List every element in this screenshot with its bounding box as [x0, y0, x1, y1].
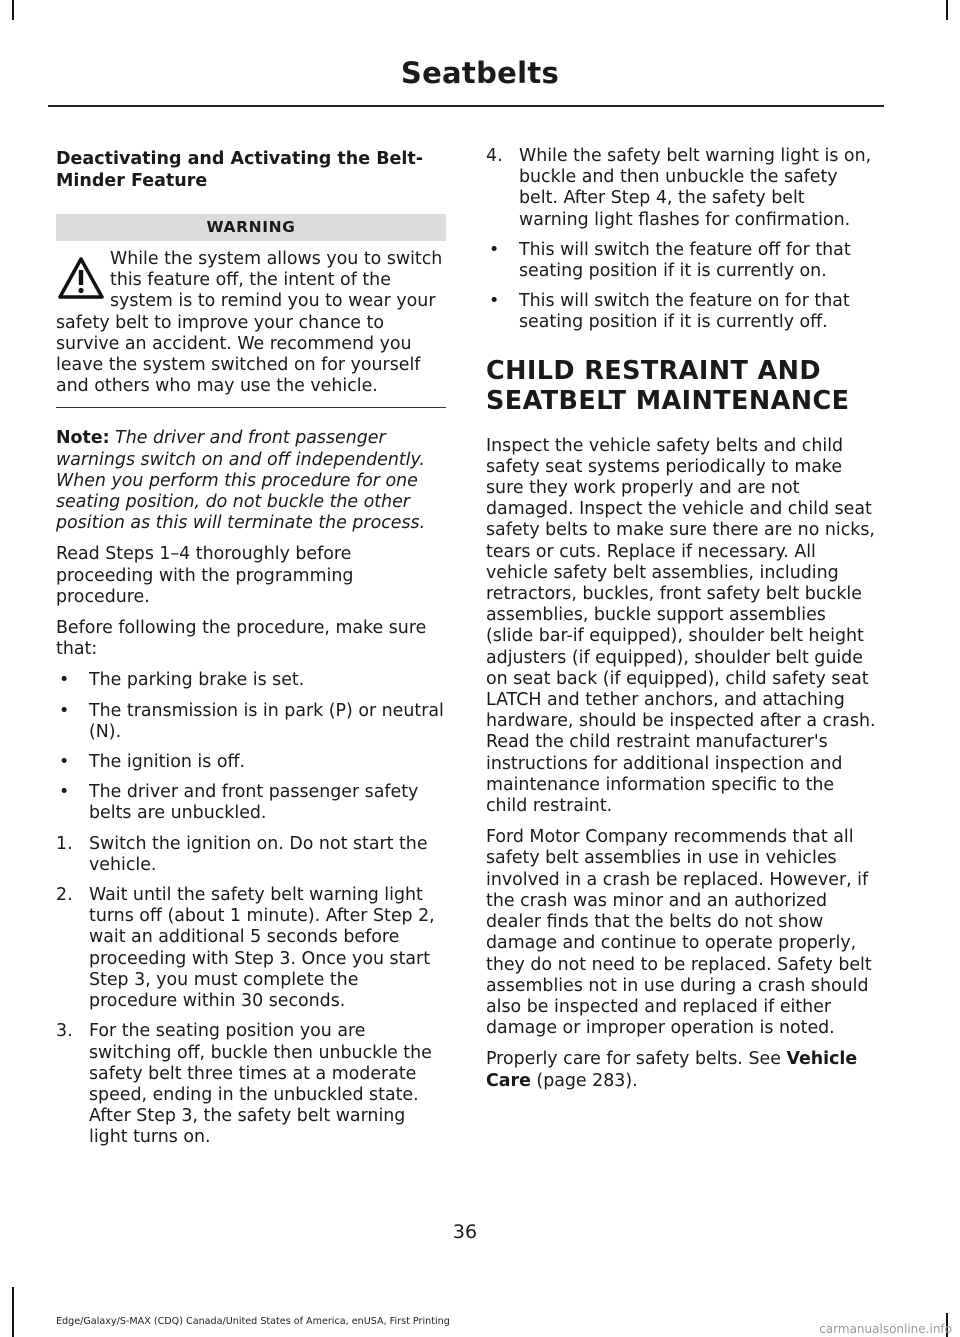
step-number: 1.	[56, 833, 73, 854]
list-item	[486, 240, 876, 282]
list-item-text: The ignition is off.	[89, 752, 246, 773]
bullet-mark: •	[489, 239, 500, 260]
step-number: 3.	[56, 1021, 73, 1042]
warning-box	[56, 241, 446, 397]
list-item	[486, 291, 876, 333]
list-item	[56, 782, 446, 824]
step-item	[56, 1021, 446, 1148]
warning-label: WARNING	[56, 214, 446, 241]
bullet-mark: •	[59, 782, 70, 803]
right-column	[486, 146, 876, 1102]
step-text: For the seating position you are switching off, buckle then unbuckle the safety belt three times at a moderate speed, ending in the unbuckled state. After Step 3, the safety belt warning light turns on.	[89, 1021, 432, 1148]
note-label: Note:	[56, 428, 110, 449]
step-item	[56, 885, 446, 1012]
care-text: Properly care for safety belts. See	[486, 1049, 787, 1070]
step-item	[56, 834, 446, 876]
paragraph-inspect: Inspect the vehicle safety belts and child safety seat systems periodically to make sure they work properly and are not damaged. Inspect the vehicle and child seat safety belts to make sure there are no nicks, tears or cuts. Replace if necessary. All vehicle safety belt assemblies, including retractors, buckles, front safety belt buckle assemblies, buckle support assemblies (slide bar-if equipped), shoulder belt height adjusters (if equipped), shoulder belt guide on seat back (if equipped), child safety seat LATCH and tether anchors, and attaching hardware, should be inspected after a crash. Read the child restraint manufacturer's instructions for additional inspection and maintenance information specific to the child restraint.	[486, 435, 876, 817]
vehicle-care-link[interactable]: Vehicle Care	[486, 1049, 858, 1091]
note-text: The driver and front passenger warnings switch on and off independently. When you perform this procedure for one seating position, do not buckle the other position as this will terminate the process.	[56, 428, 426, 534]
page-title: Seatbelts	[400, 56, 560, 90]
step-text: Wait until the safety belt warning light turns off (about 1 minute). After Step 2, wait an additional 5 seconds before proceeding with Step 3. Once you start Step 3, you must complete the procedure within 30 seconds.	[89, 885, 435, 1012]
section-heading-maintenance	[486, 356, 876, 416]
procedure-steps-continued	[486, 146, 876, 231]
section-heading-belt-minder: Deactivating and Activating the Belt-Minder Feature	[56, 149, 424, 191]
footer-text: Edge/Galaxy/S-MAX (CDQ) Canada/United States of America, enUSA, First Printing	[56, 1316, 450, 1327]
warning-triangle-icon	[56, 255, 106, 301]
paragraph-read-steps: Read Steps 1–4 thoroughly before proceeding with the programming procedure.	[56, 544, 354, 607]
page-number: 36	[452, 1221, 478, 1243]
crop-mark-bottom-left	[12, 1287, 14, 1337]
crop-mark-top-left	[12, 0, 14, 20]
heading-line-2: SEATBELT MAINTENANCE	[486, 385, 850, 416]
paragraph-properly-care	[486, 1049, 876, 1091]
step-text: Switch the ignition on. Do not start the vehicle.	[89, 833, 428, 875]
list-item-text: This will switch the feature on for that seating position if it is currently off.	[519, 291, 850, 333]
crop-mark-top-right	[946, 0, 948, 20]
procedure-steps	[56, 834, 446, 1149]
step-number: 2.	[56, 885, 73, 906]
care-page-ref: (page 283).	[530, 1070, 638, 1091]
list-item-text: The parking brake is set.	[89, 670, 305, 691]
prerequisite-list	[56, 670, 446, 824]
paragraph-ford-recommends: Ford Motor Company recommends that all safety belt assemblies in use in vehicles involved in a crash be replaced. However, if the crash was minor and an authorized dealer finds that the belts do not show damage and continue to operate properly, they do not need to be replaced. Safety belt assemblies not in use during a crash should also be inspected and replaced if either damage or improper operation is noted.	[486, 827, 872, 1039]
warning-divider	[56, 407, 446, 408]
left-column	[56, 146, 446, 1158]
result-list	[486, 240, 876, 334]
list-item	[56, 752, 446, 773]
step-number: 4.	[486, 146, 503, 166]
list-item	[56, 670, 446, 691]
bullet-mark: •	[59, 752, 70, 773]
step-text: While the safety belt warning light is on, buckle and then unbuckle the safety belt. After Step 4, the safety belt warning light flashes for confirmation.	[519, 146, 872, 230]
step-item	[486, 146, 876, 231]
bullet-mark: •	[489, 291, 500, 312]
watermark: carmanualsonline.info	[819, 1322, 952, 1336]
warning-text: While the system allows you to switch this feature off, the intent of the system is to remind you to wear your safety belt to improve your chance to survive an accident. We recommend you leave the system switched on for yourself and others who may use the vehicle.	[56, 249, 443, 397]
bullet-mark: •	[59, 700, 70, 721]
header-divider	[48, 105, 884, 107]
list-item-text: The driver and front passenger safety belts are unbuckled.	[89, 782, 419, 824]
list-item-text: This will switch the feature off for that seating position if it is currently on.	[519, 239, 851, 282]
list-item	[56, 701, 446, 743]
note-paragraph	[56, 428, 446, 534]
paragraph-before-following: Before following the procedure, make sure that:	[56, 618, 427, 660]
heading-line-1: CHILD RESTRAINT AND	[486, 355, 821, 386]
bullet-mark: •	[59, 670, 70, 691]
list-item-text: The transmission is in park (P) or neutral (N).	[89, 700, 444, 742]
